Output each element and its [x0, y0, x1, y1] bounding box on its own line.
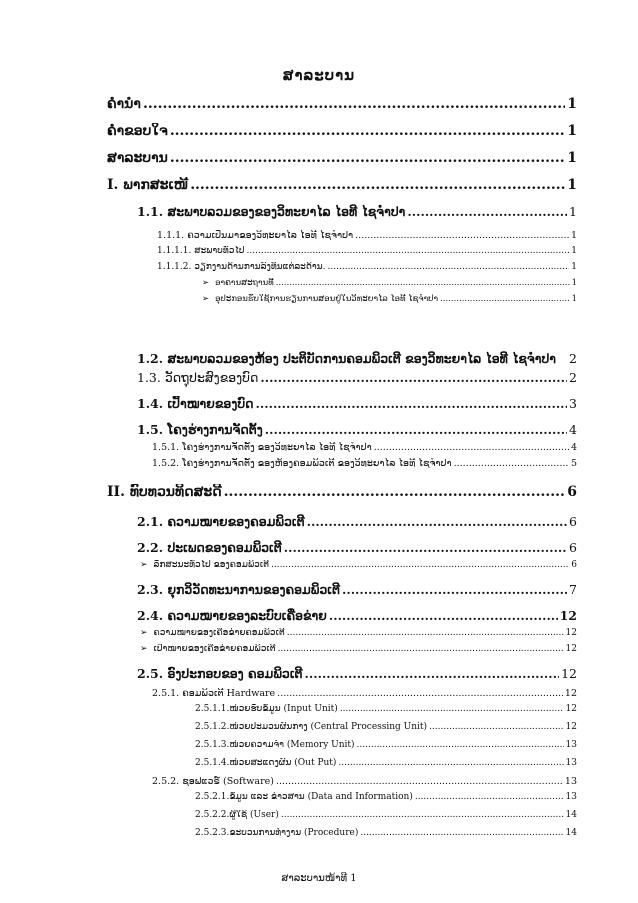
toc-entry[interactable]: 1.2. ສະພາບລວມຂອງຫ້ອງ ປະຕິບັດການຄອມພິວເຕີ ຂອງວິທະຍາໄລ ໄອທີ ໄຊຈຳປາ 2 [137, 351, 577, 366]
toc-entry[interactable]: 2.5.1.2.ໜ່ວຍປະມວນຜົນກາງ (Central Processing Unit) ..... 12 [107, 722, 577, 740]
leader-dots [328, 262, 570, 272]
leader-dots [190, 177, 565, 193]
toc-entry[interactable]: 2.3. ຍຸກວິວັດທະນາການຂອງຄອມພິວເຕີ ..... 7 [107, 582, 577, 608]
toc-entry[interactable]: ຄຳຂອບໃຈ ..... 1 [107, 123, 577, 150]
leader-dots [454, 458, 569, 469]
leader-dots [305, 666, 560, 681]
leader-dots [440, 294, 570, 304]
leader-dots [260, 370, 567, 385]
leader-dots [265, 422, 567, 437]
toc-entry[interactable]: 1.5.1. ໂຄງຮ່າງການຈັດຕັ້ງ ຂອງວິທະຍາໄລ ໄອທີ ໄຊຈຳປາ ..... 4 [107, 442, 577, 458]
toc-entry[interactable]: 2.1. ຄວາມໝາຍຂອງຄອມພິວເຕີ ..... 6 [107, 514, 577, 540]
page-title: ສາລະບານ [282, 66, 356, 84]
leader-dots [407, 204, 567, 219]
toc-entry[interactable]: 1.1. ສະພາບລວມຂອງຂອງວິທະຍາໄລ ໄອທີ ໄຊຈຳປາ ..... 1 [107, 204, 577, 230]
toc-entry[interactable]: 2.5.1.1.ໜ່ວຍຮັບຂໍ້ມູນ (Input Unit) ..... 12 [107, 704, 577, 722]
leader-dots [170, 123, 565, 139]
leader-dots [429, 722, 563, 732]
toc-entry[interactable]: 2.5.1.4.ໜ່ວຍສະແດງຜົນ (Out Put) ..... 13 [107, 758, 577, 776]
arrow-bullet-icon: ➢ [140, 628, 148, 638]
leader-dots [360, 828, 563, 838]
toc-entry[interactable]: 1.4. ເປົ້າໝາຍຂອງບົດ ..... 3 [107, 396, 577, 422]
leader-dots [357, 740, 564, 750]
arrow-bullet-icon: ➢ [202, 294, 210, 304]
leader-dots [287, 628, 564, 638]
toc-entry[interactable]: 2.5.2. ຊອຟແວຣ໌ (Software) ..... 13 [107, 776, 577, 792]
toc-entry[interactable]: 2.5.1.3.ໜ່ວຍຄວາມຈຳ (Memory Unit) ..... 13 [107, 740, 577, 758]
page-footer: ສາລະບານໜ້າທີ 1 [281, 873, 357, 884]
toc-entry[interactable]: ສາລະບານ ..... 1 [107, 150, 577, 177]
leader-dots [276, 776, 563, 787]
toc-entry[interactable]: 2.5. ອົງປະກອບຂອງ ຄອມພິວເຕີ ..... 12 [107, 666, 577, 688]
leader-dots [271, 560, 569, 570]
leader-dots [340, 704, 564, 714]
toc-entry[interactable]: ➢ ລັກສະນະທົ່ວໄປ ຂອງຄອມພິວເຕີ ..... 6 [107, 560, 577, 582]
leader-dots [338, 758, 563, 768]
arrow-bullet-icon: ➢ [140, 644, 148, 654]
arrow-bullet-icon: ➢ [202, 278, 210, 288]
leader-dots [143, 96, 565, 112]
leader-dots [170, 150, 565, 166]
toc-entry[interactable]: I. ພາກສະເໜີ ..... 1 [107, 177, 577, 204]
toc-entry[interactable]: 2.2. ປະເພດຂອງຄອມພິວເຕີ ..... 6 [107, 540, 577, 560]
leader-dots [415, 792, 564, 802]
leader-dots [307, 514, 567, 529]
toc-entry[interactable]: ➢ ອາຄານສະຖານທີ່ ..... 1 [107, 278, 577, 294]
leader-dots [276, 278, 570, 288]
toc-entry[interactable]: ➢ ຄວາມໝາຍຂອງເຄືອຂ່າຍຄອມພິວເຕີ ..... 12 [107, 628, 577, 644]
leader-dots [374, 442, 569, 453]
toc-entry[interactable]: ➢ ອຸປະກອນຮັບໃຊ້ການຮຽນການສອນຢູ່ໃນວິທະຍາໄລ ໄອທີ ໄຊຈຳປາ ..... 1 [107, 294, 577, 318]
toc-entry[interactable]: 1.1.1.1. ສະພາບທົ່ວໄປ ..... 1 [107, 246, 577, 262]
toc-entry[interactable]: 1.1.1.2. ວຽກງານດ້ານການລົງທຶນແຕ່ລະດ້ານ. ..... 1 [107, 262, 577, 278]
leader-dots [277, 688, 563, 699]
toc-entry[interactable]: ຄຳນຳ ..... 1 [107, 96, 577, 123]
leader-dots [278, 644, 564, 654]
toc-entry[interactable]: 2.5.2.3.ຂະບວນການທຳງານ (Procedure) ..... 14 [107, 828, 577, 846]
leader-dots [329, 608, 558, 623]
toc-entry[interactable]: II. ທົບທວນທິດສະດີ ..... 6 [107, 484, 577, 514]
leader-dots [281, 810, 564, 820]
toc-entry[interactable]: 1.5.2. ໂຄງຮ່າງການຈັດຕັ້ງ ຂອງຫ້ອງຄອມພິວເຕີ ຂອງວິທະຍາໄລ ໄອທີ ໄຊຈຳປາ ..... 5 [107, 458, 577, 484]
table-of-contents [107, 96, 577, 846]
toc-entry[interactable]: 1.1.1. ຄວາມເປັນມາຂອງວິທະຍາໄລ ໄອທີ ໄຊຈຳປາ ..... 1 [107, 230, 577, 246]
leader-dots [342, 582, 567, 597]
leader-dots [224, 484, 566, 500]
leader-dots [256, 396, 568, 411]
arrow-bullet-icon: ➢ [140, 560, 148, 570]
toc-entry[interactable]: 2.5.2.2.ຜູ້ໃຊ້ (User) ..... 14 [107, 810, 577, 828]
leader-dots [355, 230, 569, 241]
toc-entry[interactable]: 2.5.2.1.ຂໍ້ມູນ ແລະ ຂ່າວສານ (Data and Information) ..... 13 [107, 792, 577, 810]
leader-dots [247, 246, 570, 256]
toc-entry[interactable]: 2.4. ຄວາມໝາຍຂອງລະບົບເຄືອຂ່າຍ ..... 12 [107, 608, 577, 628]
toc-entry[interactable]: 1.5. ໂຄງຮ່າງການຈັດຕັ້ງ ..... 4 [107, 422, 577, 442]
toc-entry[interactable]: 1.3. ວັດຖຸປະສົງຂອງບົດ ..... 2 [107, 370, 577, 396]
toc-entry[interactable]: 2.5.1. ຄອມພິວເຕີ Hardware ..... 12 [107, 688, 577, 704]
toc-entry[interactable]: ➢ ເປົ້າໝາຍຂອງເຄືອຂ່າຍຄອມພິວເຕີ ..... 12 [107, 644, 577, 666]
leader-dots [284, 540, 567, 555]
